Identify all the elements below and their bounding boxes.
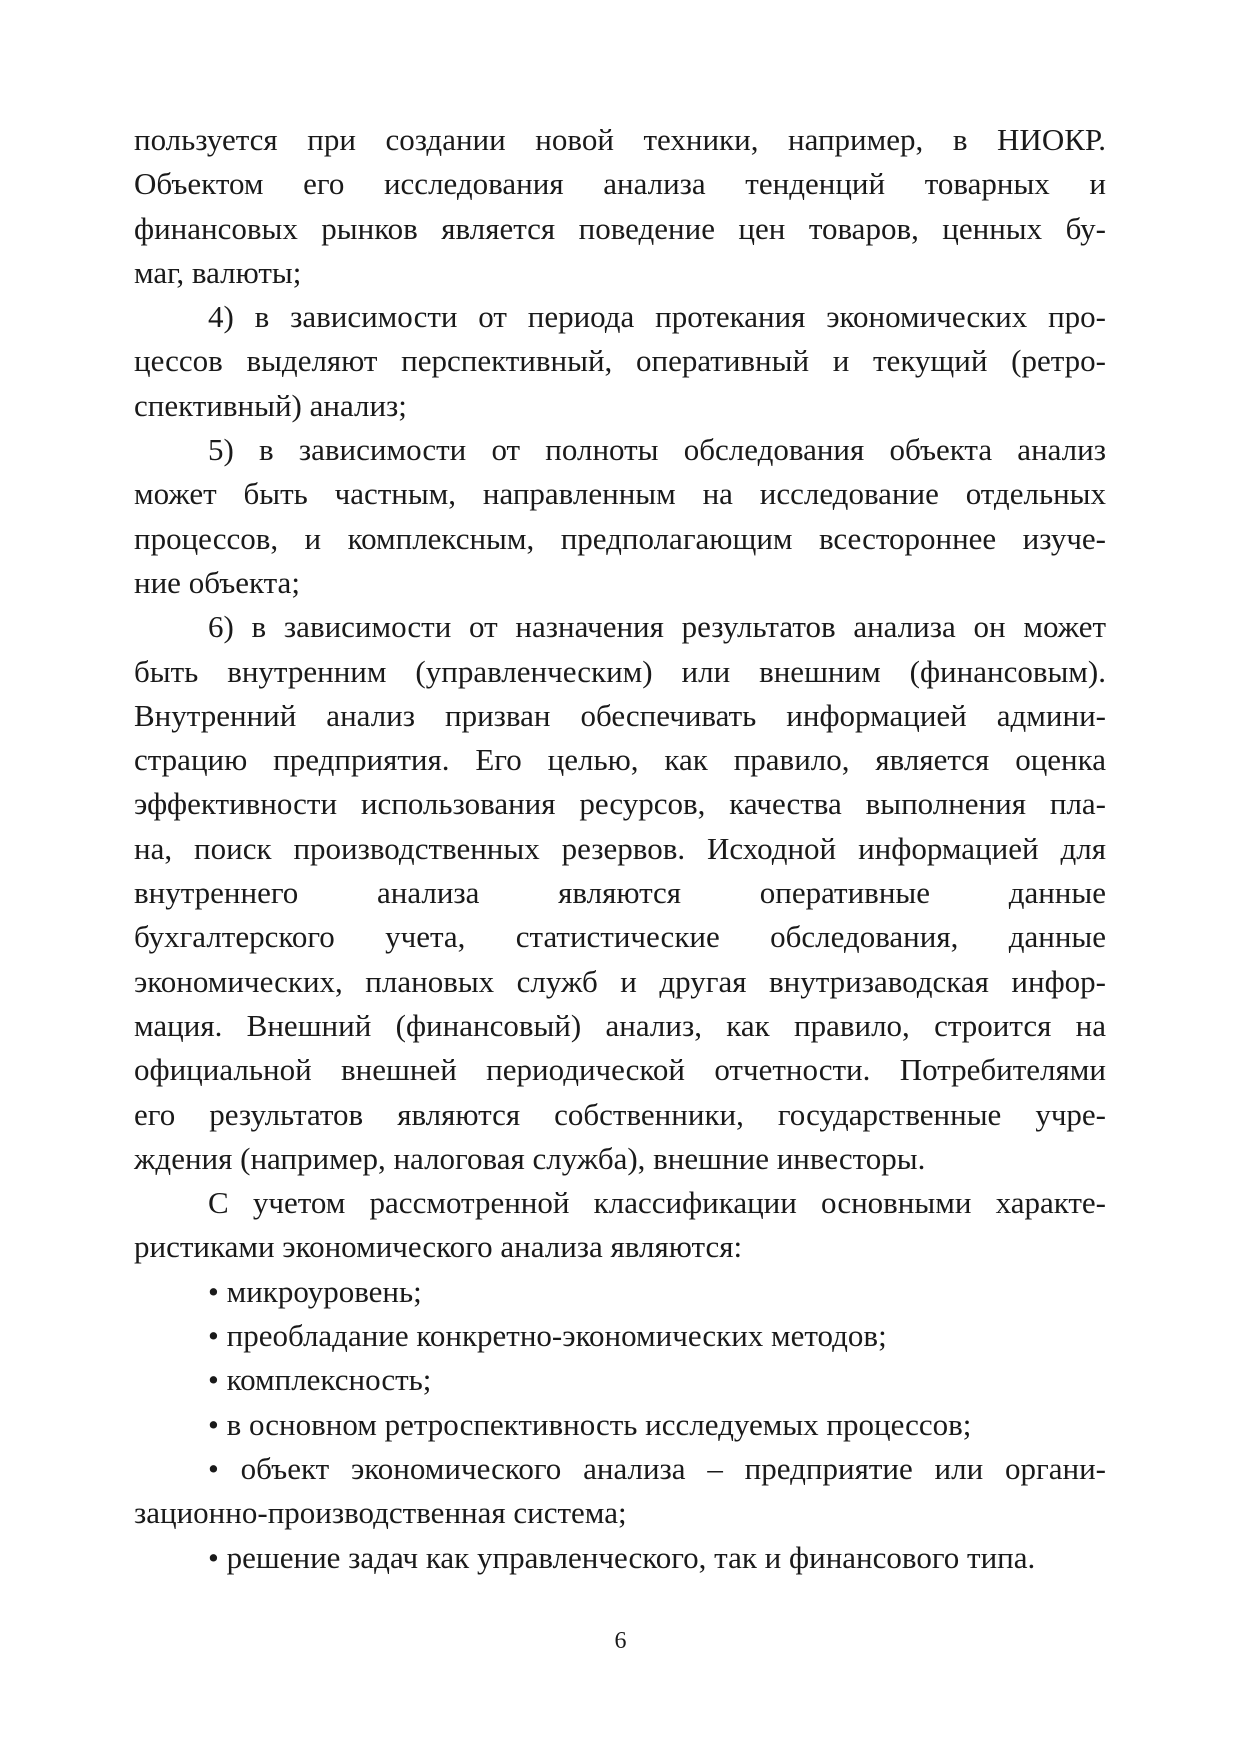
text-line: маг, валюты; — [134, 254, 302, 290]
text-line: 4) в зависимости от периода протекания экономических про- — [208, 299, 1106, 335]
bullet-item: • объект экономического анализа – предприятие или органи- — [208, 1450, 1106, 1486]
text-line: мация. Внешний (финансовый) анализ, как правило, строится на — [134, 1007, 1106, 1043]
bullet-item: • микроуровень; — [208, 1273, 422, 1309]
text-line: быть внутренним (управленческим) или внешним (финансовым). — [134, 653, 1106, 689]
text-line: на, поиск производственных резервов. Исходной информацией для — [134, 830, 1106, 866]
text-line: экономических, плановых служб и другая внутризаводская инфор- — [134, 963, 1106, 999]
text-line: спективный) анализ; — [134, 387, 407, 423]
text-line: эффективности использования ресурсов, качества выполнения пла- — [134, 786, 1106, 822]
text-line: зационно-производственная система; — [134, 1495, 627, 1531]
text-line: ние объекта; — [134, 564, 300, 600]
text-line: может быть частным, направленным на исследование отдельных — [134, 476, 1106, 512]
text-line: ждения (например, налоговая служба), внешние инвесторы. — [134, 1140, 926, 1176]
text-line: 6) в зависимости от назначения результатов анализа он может — [208, 609, 1106, 645]
bullet-item: • преобладание конкретно-экономических методов; — [208, 1318, 887, 1354]
text-line: ристиками экономического анализа являются: — [134, 1229, 743, 1265]
text-line: Внутренний анализ призван обеспечивать информацией админи- — [134, 697, 1106, 733]
text-line: его результатов являются собственники, государственные учре- — [134, 1096, 1106, 1132]
text-line: финансовых рынков является поведение цен товаров, ценных бу- — [134, 210, 1106, 246]
text-line: процессов, и комплексным, предполагающим всестороннее изуче- — [134, 520, 1106, 556]
text-line: С учетом рассмотренной классификации основными характе- — [208, 1185, 1106, 1221]
text-line: Объектом его исследования анализа тенденций товарных и — [134, 166, 1106, 202]
bullet-item: • комплексность; — [208, 1362, 432, 1398]
bullet-item: • решение задач как управленческого, так и финансового типа. — [208, 1539, 1036, 1575]
text-line: пользуется при создании новой техники, например, в НИОКР. — [134, 122, 1106, 157]
page-number: 6 — [614, 1628, 627, 1654]
text-line: 5) в зависимости от полноты обследования объекта анализ — [208, 432, 1106, 468]
text-line: страцию предприятия. Его целью, как правило, является оценка — [134, 742, 1106, 778]
text-line: официальной внешней периодической отчетности. Потребителями — [134, 1052, 1106, 1088]
page-body — [134, 118, 1106, 1580]
text-line: бухгалтерского учета, статистические обследования, данные — [134, 919, 1106, 955]
text-line: цессов выделяют перспективный, оперативный и текущий (ретро- — [134, 343, 1106, 379]
text-line: внутреннего анализа являются оперативные данные — [134, 875, 1106, 911]
bullet-item: • в основном ретроспективность исследуемых процессов; — [208, 1406, 972, 1442]
